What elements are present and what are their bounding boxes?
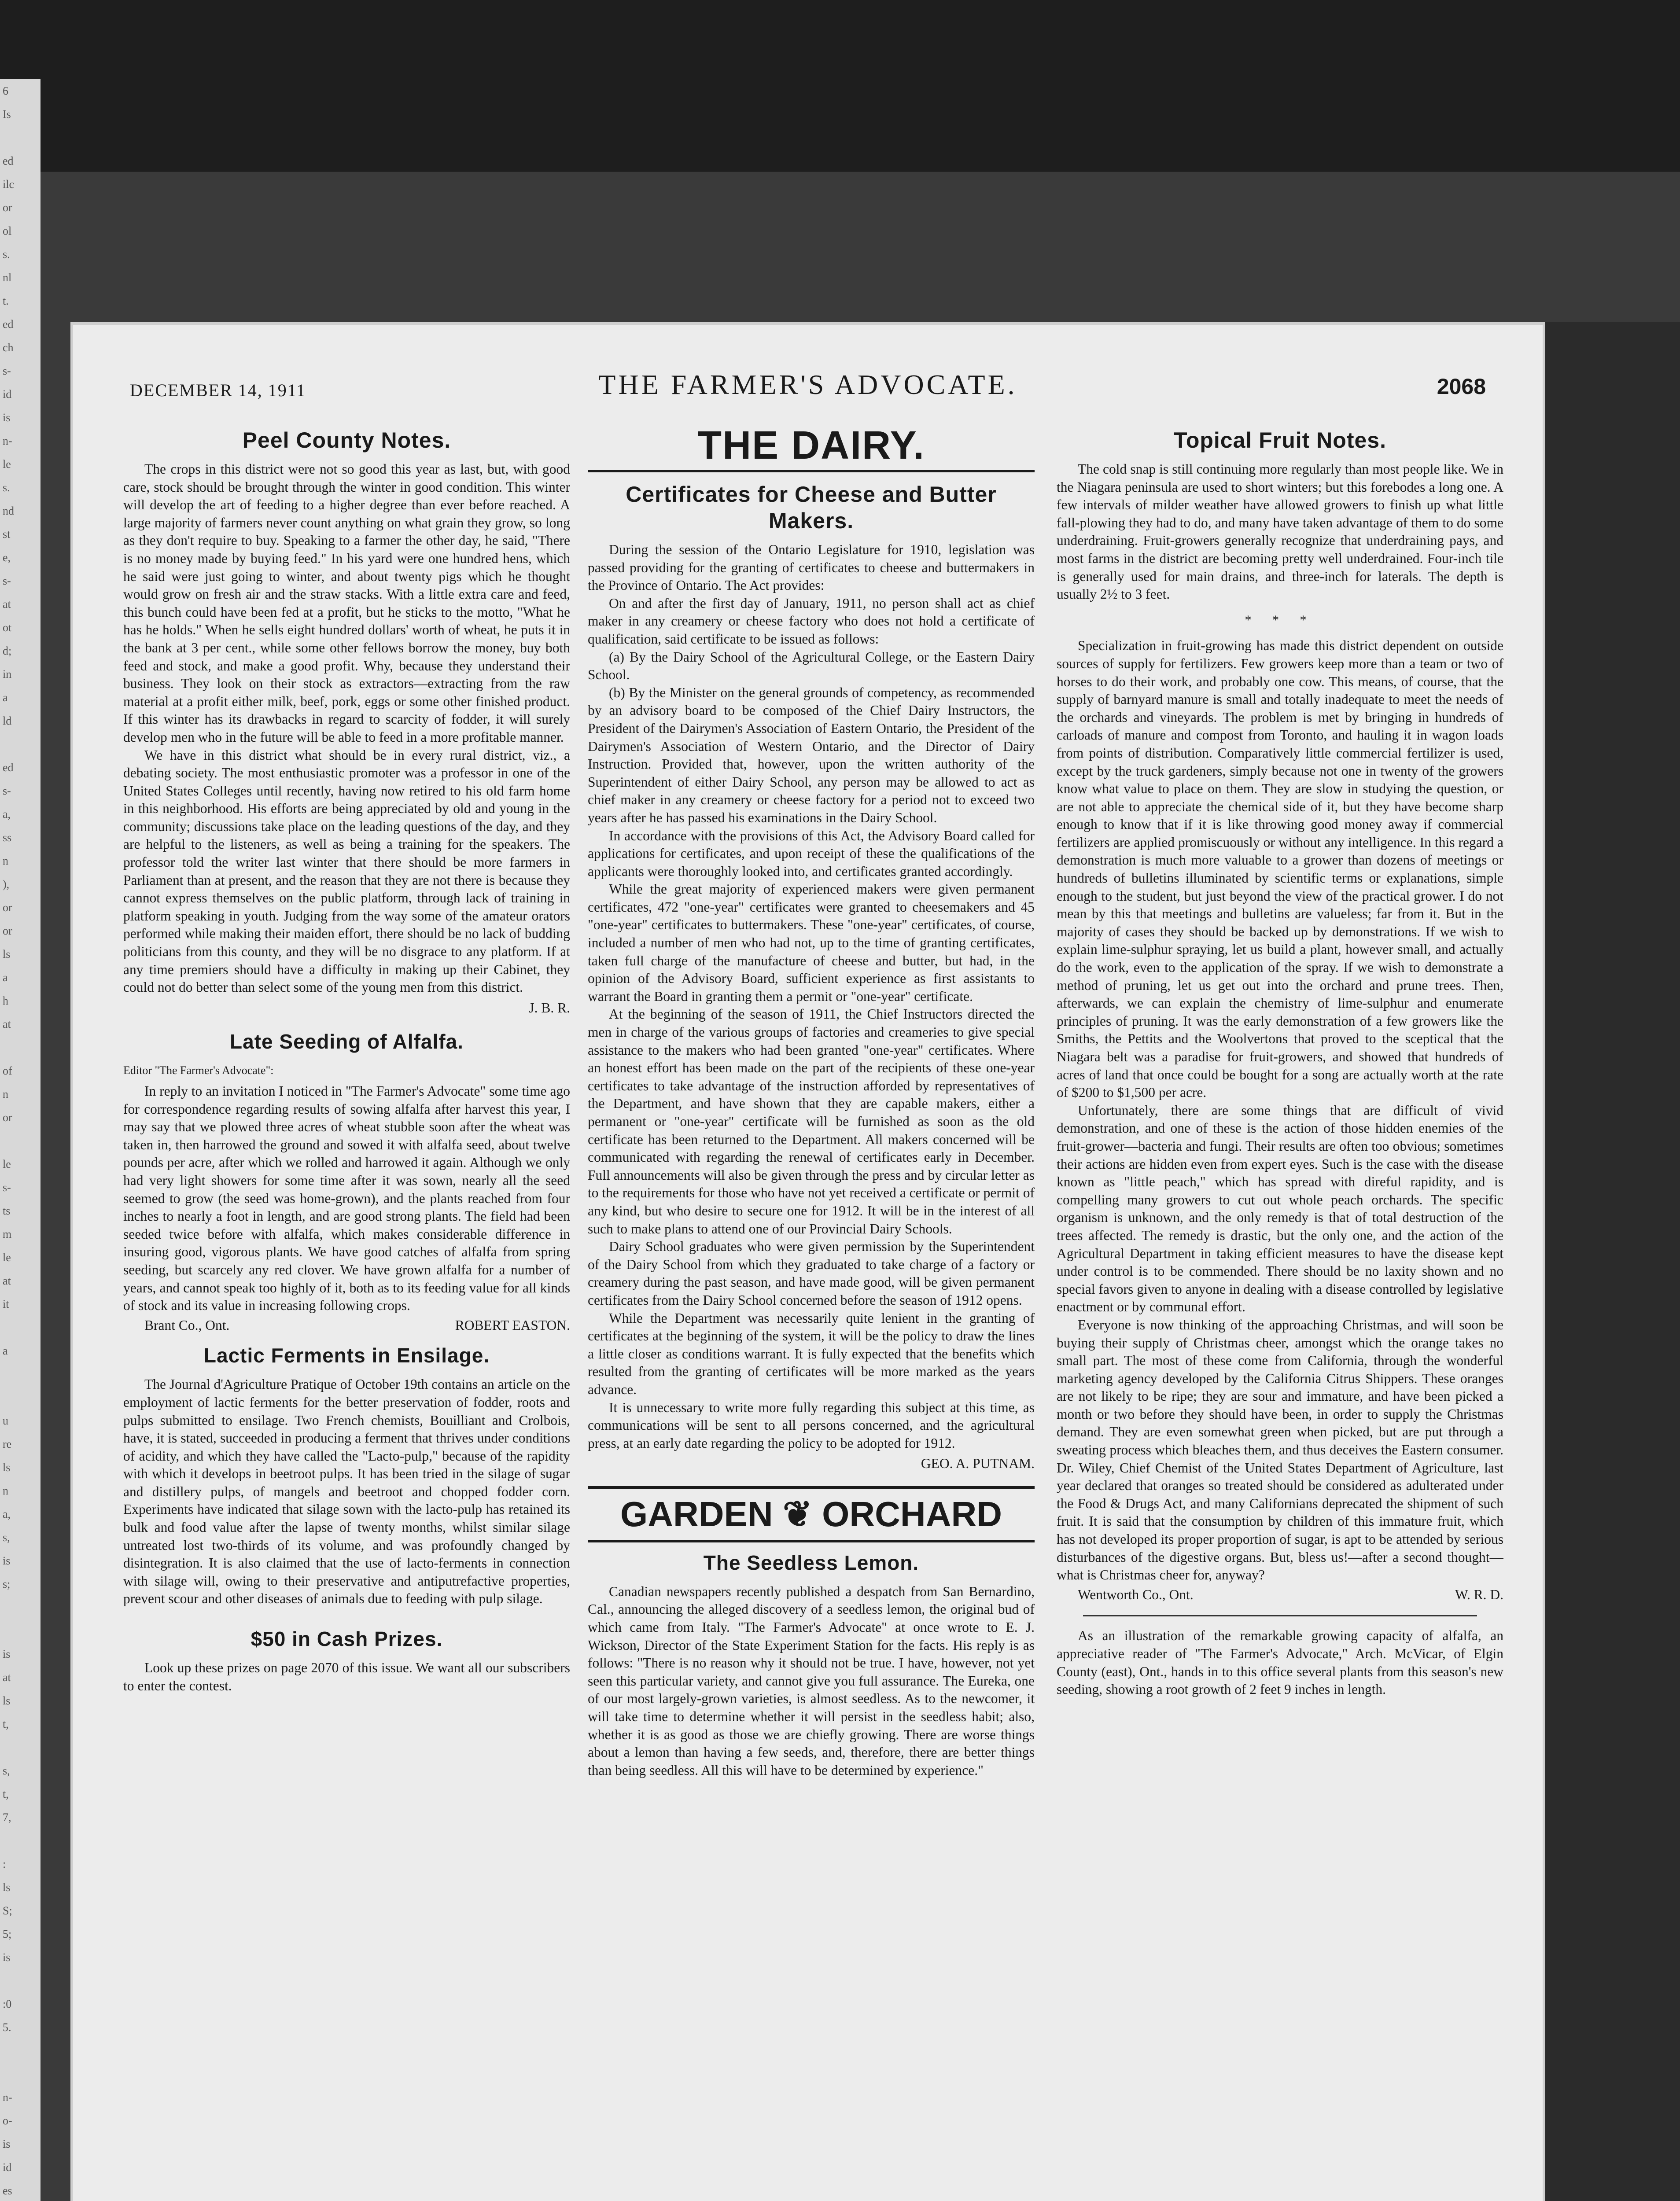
article-paragraph: Unfortunately, there are some things that are difficult of vivid demonstration, and one of these is the action of those hidden enemies of the fruit-grower—bacteria and fungi. Their results are often too obvious; sometimes their actions are hidden even from expert eyes. Such is the case with the disease known as "little peach," which has spread with direful rapidity, and is compelling many growers to cut out whole peach orchards. The specific organism is unknown, and the only remedy is that of total destruction of the trees affected. The remedy is drastic, but the only one, and the action of the Agricultural Department in taking efficient measures to have the disease kept under control is to be commended. There should be no laxity shown and no special favors given to anyone in dealing with a disease controlled by legislative enactment or by communal effort. xyxy=(1057,1102,1503,1315)
margin-fragment: or xyxy=(3,1111,12,1124)
margin-fragment: a xyxy=(3,1344,8,1357)
margin-fragment: is xyxy=(3,1648,11,1660)
margin-fragment xyxy=(0,732,41,756)
margin-fragment: s; xyxy=(3,1578,11,1590)
margin-fragment xyxy=(0,1386,41,1409)
article-title: Lactic Ferments in Ensilage. xyxy=(203,1344,490,1367)
editor-salutation: Editor "The Farmer's Advocate": xyxy=(123,1064,274,1077)
margin-fragment: or xyxy=(3,924,12,937)
margin-fragment: or xyxy=(3,901,12,914)
article-signature: GEO. A. PUTNAM. xyxy=(921,1456,1035,1472)
margin-fragment xyxy=(0,2062,41,2086)
masthead-title: THE FARMER'S ADVOCATE. xyxy=(598,369,1017,400)
margin-fragment: ), xyxy=(3,878,10,891)
margin-fragment: t. xyxy=(3,294,9,307)
margin-fragment: a, xyxy=(3,808,11,821)
margin-fragment: of xyxy=(3,1064,12,1077)
section-banner-dairy: THE DAIRY. xyxy=(588,423,1035,472)
margin-fragment: ls xyxy=(3,1881,11,1894)
margin-fragment: ed xyxy=(3,761,14,774)
margin-fragment xyxy=(0,1362,41,1386)
margin-fragment: at xyxy=(3,598,11,611)
margin-fragment: s. xyxy=(3,481,10,494)
article-paragraph: It is unnecessary to write more fully regarding this subject at this time, as communications will be sent to all persons concerned, and the agricultural press, at an early date regarding the policy to be adopted for 1912. xyxy=(588,1399,1035,1451)
margin-fragment: ls xyxy=(3,1694,11,1707)
article-paragraph: Look up these prizes on page 2070 of this issue. We want all our subscribers to enter the contest. xyxy=(123,1660,570,1693)
article-paragraph: The cold snap is still continuing more regularly than most people like. We in the Niagara peninsula are used to short winters; but this forebodes a long one. A few intervals of milder weather have allowed growers to finish up what little fall-plowing they had to do, and many have taken advantage of them to do some underdraining. Fruit-growers generally recognize that underdraining pays, and most farms in the district are becoming pretty well underdrained. Four-inch tile is generally used for main drains, and three-inch for laterals. The depth is usually 2½ to 3 feet. xyxy=(1057,461,1503,602)
margin-fragment: ch xyxy=(3,341,14,354)
margin-fragment: is xyxy=(3,1951,11,1964)
margin-fragment: le xyxy=(3,1251,11,1264)
margin-fragment: ot xyxy=(3,621,12,634)
margin-fragment: nl xyxy=(3,271,12,284)
article-title: Peel County Notes. xyxy=(242,428,451,453)
adjacent-page-edge xyxy=(0,79,41,2201)
margin-fragment: n xyxy=(3,1088,8,1100)
column-left xyxy=(123,423,570,2201)
margin-fragment: ls xyxy=(3,1461,11,1474)
margin-fragment xyxy=(0,1316,41,1339)
margin-fragment: s, xyxy=(3,1531,10,1544)
margin-fragment: at xyxy=(3,1274,11,1287)
margin-fragment xyxy=(0,1129,41,1152)
scan-background-right xyxy=(1545,322,1680,2201)
margin-fragment: d; xyxy=(3,644,12,657)
article-paragraph: We have in this district what should be in every rural district, viz., a debating society. The most enthusiastic promoter was a professor in one of the United States Colleges until recently, having now retired to his old farm home in this neighborhood. His efforts are being appreciated by old and young in the community; discussions take place on the leading questions of the day, and they are helpful to the listeners, as well as being a training for the speakers. The professor told the writer last winter that there should be more farmers in Parliament than at present, and the reason that they are not there is because they cannot express themselves on the public platform, through lack of training in platform speaking in youth. Judging from the way some of the amateur orators performed while making their maiden effort, there should be no lack of budding politicians from this county, and they will be no disgrace to any platform. If at any time premiers should have a difficulty in making up their Cabinet, they could not do better than select some of the young men from this district. xyxy=(123,747,570,995)
signature-location: Wentworth Co., Ont. xyxy=(1078,1586,1194,1602)
margin-fragment: n xyxy=(3,1484,8,1497)
margin-fragment: h xyxy=(3,994,8,1007)
article-signature-line xyxy=(1057,1586,1503,1604)
margin-fragment: ls xyxy=(3,948,11,961)
article-paragraph: The crops in this district were not so good this year as last, but, with good care, stock should be brought through the winter in good condition. This winter will develop the art of feeding to a higher degree than ever before reached. A large majority of farmers never count anything on what grain they grow, so long as they don't require to buy. Speaking to a farmer the other day, he said, "There is no money made by buying feed." In his yard were one hundred hens, which he said were just going to winter, and about twenty pigs which he thought would grow on fresh air and the straw stacks. With a little extra care and feed, this bunch could have been fed at a profit, but he sticks to the motto, "What he has he holds." When he sells eight hundred dollars' worth of wheat, he puts it in the bank at 3 per cent., while some other fellows borrow the money, buy both feed and stock, and make a good profit. Why, because they understand their business. They look on their stock as extractors—extracting from the raw material at a profit either milk, beef, pork, eggs or some other finished product. If this winter has its drawbacks in regard to scarcity of fodder, it will surely develop men who in the future will be able to feed in a more profitable manner. xyxy=(123,461,570,745)
margin-fragment: u xyxy=(3,1414,8,1427)
article-title: Topical Fruit Notes. xyxy=(1174,428,1386,453)
page-header xyxy=(130,368,1486,408)
margin-fragment xyxy=(0,1619,41,1642)
signature-name: W. R. D. xyxy=(1455,1586,1503,1602)
scan-background-top xyxy=(0,0,1680,172)
divider-rule xyxy=(1083,1615,1477,1616)
signature-name: ROBERT EASTON. xyxy=(455,1317,570,1333)
margin-fragment: or xyxy=(3,201,12,214)
margin-fragment: o- xyxy=(3,2114,12,2127)
issue-date: DECEMBER 14, 1911 xyxy=(130,380,306,400)
margin-fragment: s. xyxy=(3,248,10,261)
margin-fragment: s- xyxy=(3,1181,11,1194)
margin-fragment: s- xyxy=(3,784,11,797)
margin-fragment: t, xyxy=(3,1788,9,1800)
article-paragraph: Specialization in fruit-growing has made this district dependent on outside sources of supply for fertilizers. Few growers keep more than a team or two of horses to do their work, and probably one cow. This means, of course, that the supply of barnyard manure is small and totally inadequate to meet the needs of the orchards and vineyards. The problem is met by bringing in hundreds of carloads of manure and compost from Toronto, and hauling it in wagon loads from points of distribution. Comparatively little commercial fertilizer is used, except by the truck gardeners, simply because not one in twenty of the growers know what value to place on them. They are slow in studying the question, or are not able to appreciate the chemical side of it, but they have become sharp enough to know that if it is like throwing good money away if commercial fertilizers are applied promiscuously or without any intelligence. In this regard a demonstration is much more valuable to a grower than dozens of meetings or hundreds of bulletins illuminated by scientific terms or explanations, simple enough to the student, but just beyond the view of the practical grower. I do not mean by this that meetings and bulletins are valueless; far from it. But in the majority of cases they should be backed up by demonstrations. If we wish to explain lime-sulphur spraying, let us build a plant, however small, and actually do the work, even to the application of the spray. If we wish to demonstrate a method of pruning, let us get out into the orchard and prune trees. Then, afterwards, we can explain the chemistry of lime-sulphur and enumerate principles of pruning. It was the early demonstration of a few growers like the Smiths, the Pettits and the Woolvertons that proved to the sceptical that the Niagara belt was a paradise for fruit-growers, and showed that hundreds of acres of land that once could be bought for a song are actually worth at the rate of $200 to $1,500 per acre. xyxy=(1057,638,1503,1100)
margin-fragment: S; xyxy=(3,1904,12,1917)
margin-fragment: ol xyxy=(3,225,12,237)
article-paragraph: On and after the first day of January, 1911, no person shall act as chief maker in any creamery or cheese factory who does not hold a certificate of qualification, said certificate to be issued as follows: xyxy=(588,595,1035,647)
margin-fragment: le xyxy=(3,1158,11,1170)
article-paragraph: While the great majority of experienced makers were given permanent certificates, 472 "one-year" certificates were granted to cheesemakers and 45 "one-year" certificates to buttermakers. These "one-year" certificates, of course, included a number of men who had not, up to the time of granting certificates, taken full charge of the manufacture of cheese and butter, but had, in the opinion of the Advisory Board, sufficient experience as first assistants to warrant the Board in granting them a permit or "one-year" certificate. xyxy=(588,881,1035,1004)
margin-fragment: Is xyxy=(3,108,11,121)
margin-fragment: e, xyxy=(3,551,11,564)
article-signature: J. B. R. xyxy=(529,1000,570,1016)
margin-fragment: 6 xyxy=(3,85,8,97)
margin-fragment: a, xyxy=(3,1508,11,1520)
margin-fragment xyxy=(0,1036,41,1059)
margin-fragment: in xyxy=(3,668,12,681)
margin-fragment xyxy=(0,1736,41,1759)
article-paragraph: In reply to an invitation I noticed in "The Farmer's Advocate" some time ago for correspondence regarding results of sowing alfalfa after harvest this year, I may say that we plowed three acres of wheat stubble soon after the wheat was taken in, then harrowed the ground and sowed it with alfalfa seed, about twelve pounds per acre, after which we rolled and harrowed it again. Although we only had very light showers for some time after it was sown, nearly all the seed seemed to grow (the seed was home-grown), and the plants reached from four inches to nearly a foot in length, and are good strong plants. The field had been seeded twice before with alfalfa, which makes considerable difference in insuring good, vigorous plants. We have good catches of alfalfa from spring seeding, but scarcely any red clover. We have grown alfalfa for a number of years, and cannot speak too highly of it, both as to its feeding value for all kinds of stock and its value in increasing following crops. xyxy=(123,1083,570,1314)
margin-fragment: is xyxy=(3,1554,11,1567)
margin-fragment: at xyxy=(3,1018,11,1031)
article-paragraph: In accordance with the provisions of this Act, the Advisory Board called for applications for certificates, and upon receipt of these the qualifications of the applicants were thoroughly looked into, and certificates granted accordingly. xyxy=(588,828,1035,879)
article-paragraph: During the session of the Ontario Legislature for 1910, legislation was passed providing for the granting of certificates to cheese and buttermakers in the Province of Ontario. The Act provides: xyxy=(588,542,1035,593)
article-paragraph: While the Department was necessarily quite lenient in the granting of certificates at the beginning of the system, it will be the policy to draw the lines a little closer as conditions warrant. It is fully expected that the benefits which resulted from the granting of certificates will be more marked as the years advance. xyxy=(588,1310,1035,1397)
article-paragraph: As an illustration of the remarkable growing capacity of alfalfa, an appreciative reader of "The Farmer's Advocate," Arch. McVicar, of Elgin County (east), Ont., hands in to this office several plants from this season's new seeding, showing a root growth of 2 feet 9 inches in length. xyxy=(1057,1628,1503,1697)
margin-fragment: le xyxy=(3,458,11,471)
margin-fragment: a xyxy=(3,971,8,984)
margin-fragment: 5; xyxy=(3,1928,12,1940)
margin-fragment xyxy=(0,1969,41,1992)
page-number: 2068 xyxy=(1437,374,1486,399)
margin-fragment: ed xyxy=(3,318,14,331)
margin-fragment: :0 xyxy=(3,1998,12,2010)
signature-location: Brant Co., Ont. xyxy=(144,1317,230,1333)
article-paragraph: (b) By the Minister on the general grounds of competency, as recommended by an advisory board to be composed of the Chief Dairy Instructors, the President of the Dairymen's Association of Eastern Ontario, the President of the Dairymen's Association of Western Ontario, and the Director of Dairy Instruction. Provided that, however, upon the written authority of the Superintendent of either Dairy School, any person may be allowed to act as chief maker in any creamery or cheese factory for a period not to exceed two years after he has passed his examinations in the Dairy School. xyxy=(588,685,1035,825)
margin-fragment: id xyxy=(3,2161,12,2174)
margin-fragment: re xyxy=(3,1438,12,1450)
article-paragraph: (a) By the Dairy School of the Agricultural College, or the Eastern Dairy School. xyxy=(588,649,1035,683)
margin-fragment: it xyxy=(3,1298,9,1310)
article-paragraph: Dairy School graduates who were given permission by the Superintendent of the Dairy School from which they graduated to take charge of a factory or creamery during the past season, and have made good, will be given permanent certificates from the Dairy School concerned before the season of 1912 opens. xyxy=(588,1239,1035,1308)
margin-fragment: at xyxy=(3,1671,11,1684)
margin-fragment: n- xyxy=(3,2091,12,2104)
margin-fragment: is xyxy=(3,411,11,424)
margin-fragment: es xyxy=(3,2184,12,2197)
margin-fragment xyxy=(0,1596,41,1619)
margin-fragment: s- xyxy=(3,574,11,587)
column-right xyxy=(1057,423,1503,2201)
margin-fragment: n xyxy=(3,854,8,867)
margin-fragment: ed xyxy=(3,155,14,167)
margin-fragment: ss xyxy=(3,831,12,844)
margin-fragment: 7, xyxy=(3,1811,11,1824)
margin-fragment: 5. xyxy=(3,2021,11,2034)
margin-fragment: ld xyxy=(3,714,12,727)
margin-fragment: nd xyxy=(3,504,14,517)
margin-fragment: n- xyxy=(3,434,12,447)
article-paragraph: Canadian newspapers recently published a despatch from San Bernardino, Cal., announcing the alleged discovery of a seedless lemon, the original bud of which came from Italy. "The Farmer's Advocate" at once wrote to E. J. Wickson, Director of the State Experiment Station for the facts. His reply is as follows: "There is no reason why it should not be true. I have, however, not yet seen this particular variety, and cannot give you full assurance. The Eureka, one of our most largely-grown varieties, is almost seedless. As to the newcomer, it will take time to determine whether it will persist in the seedless habit; also, whether it is as good as those we are chiefly growing. There are worse things about a lemon than having a few seeds, and, therefore, there are better things than being seedless. All this will have to be determined by experience." xyxy=(588,1583,1035,1778)
margin-fragment xyxy=(0,126,41,149)
column-middle xyxy=(588,423,1035,2201)
article-title: Certificates for Cheese and Butter Makers. xyxy=(626,482,997,533)
section-divider-stars: * * * xyxy=(1245,612,1315,627)
margin-fragment: s, xyxy=(3,1764,10,1777)
margin-fragment: s- xyxy=(3,364,11,377)
article-title: Late Seeding of Alfalfa. xyxy=(230,1030,464,1053)
margin-fragment: : xyxy=(3,1858,6,1870)
margin-fragment: id xyxy=(3,388,12,401)
margin-fragment: ilc xyxy=(3,178,14,191)
margin-fragment xyxy=(0,2039,41,2062)
margin-fragment: t, xyxy=(3,1718,9,1730)
margin-fragment: ts xyxy=(3,1204,11,1217)
article-title: $50 in Cash Prizes. xyxy=(251,1627,443,1651)
margin-fragment: is xyxy=(3,2138,11,2150)
margin-fragment: m xyxy=(3,1228,12,1240)
margin-fragment: st xyxy=(3,528,11,541)
margin-fragment: a xyxy=(3,691,8,704)
article-signature-line xyxy=(123,1317,570,1335)
margin-fragment xyxy=(0,1829,41,1852)
newspaper-page xyxy=(70,322,1545,2201)
section-banner-garden-orchard: GARDEN ❦ ORCHARD xyxy=(588,1486,1035,1542)
article-title: The Seedless Lemon. xyxy=(703,1551,919,1574)
article-paragraph: The Journal d'Agriculture Pratique of October 19th contains an article on the employment of lactic ferments for the better preservation of fodder, roots and pulps submitted to ensilage. Two French chemists, Bouilliant and Crolbois, have, it is stated, succeeded in producing a ferment that thrives under conditions of acidity, and which they have called the "Lacto-pulp," because of the rapidity with which it develops in beetroot pulps. It has been tried in the silage of sugar and distillery pulps, of mangels and beetroot and chopped fodder corn. Experiments have indicated that silage sown with the lacto-pulp has retained its bulk and food value after the lapse of twenty months, whilst similar silage untreated lost two-thirds of its volume, and was profoundly changed by disintegration. It is also claimed that the use of lacto-ferments in connection with silage will, owing to their preservative and antiputrefactive properties, prevent scour and other diseases of animals due to feeding with pulp silage. xyxy=(123,1377,570,1607)
article-paragraph: Everyone is now thinking of the approaching Christmas, and will soon be buying their supply of Christmas cheer, amongst which the orange takes no small part. The most of these come from California, through the wonderful marketing agency developed by the California Citrus Shippers. These oranges are not likely to be ripe; they are sour and immature, and have been picked a month or two before they should have been, in order to supply the Christmas demand. They are even somewhat green when picked, but are put through a sweating process which bleaches them, and thus deceives the Eastern consumer. Dr. Wiley, Chief Chemist of the United States Department of Agriculture, last year declared that oranges so treated should be considered as adulterated under the Food & Drugs Act, and many Californians deprecated the shipment of such fruit. It is said that the consumption by children of this immature fruit, which has not developed its proper proportion of sugar, is apt to be attended by serious disturbances of the digestive organs. But, bless us!—after a second thought—what is Christmas cheer for, anyway? xyxy=(1057,1317,1503,1583)
article-paragraph: At the beginning of the season of 1911, the Chief Instructors directed the men in charge of the various groups of factories and creameries to give special assistance to the makers who had been granted "one-year" certificates. Where an honest effort has been made on the part of the recipients of these one-year certificates to take advantage of the instruction afforded by representatives of the Department, and have shown that they are capable makers, either a permanent or "one-year" certificate will be furnished as soon as the old certificate has been returned to the Department. All makers concerned will be communicated with regarding the renewal of certificates early in December. Full announcements will also be given through the press and by circular letter as to the requirements for those who have not yet received a certificate or permit of any kind, but who desire to secure one for 1912. It will be in the interest of all such to make plans to attend one of our Provincial Dairy Schools. xyxy=(588,1006,1035,1237)
